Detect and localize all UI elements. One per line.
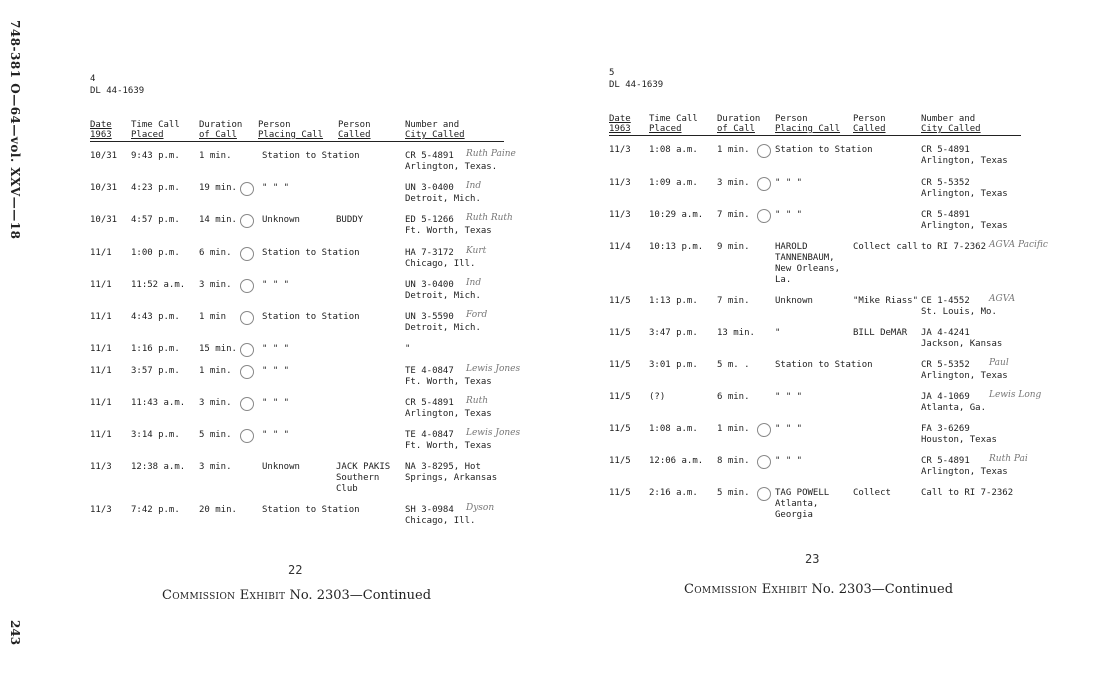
person-placing-cell: " " " bbox=[262, 183, 290, 193]
number-city-cell bbox=[921, 145, 1008, 167]
date-cell: 11/5 bbox=[609, 360, 631, 370]
phone-number: CR 5-4891 bbox=[405, 151, 454, 161]
header-number-city: Number and City Called bbox=[405, 120, 465, 140]
time-cell: 10:29 a.m. bbox=[649, 210, 704, 220]
person-placing-cell: " " " bbox=[262, 430, 290, 440]
circled-mark-icon bbox=[240, 279, 254, 293]
city: Arlington, Texas bbox=[921, 371, 1008, 381]
person-placing-cell: Unknown bbox=[262, 462, 300, 472]
duration-cell: 1 min. bbox=[717, 424, 750, 434]
number-city-cell bbox=[921, 178, 1008, 200]
time-cell: (?) bbox=[649, 392, 666, 402]
phone-number: CE 1-4552 bbox=[921, 296, 970, 306]
date-cell: 11/1 bbox=[90, 366, 112, 376]
folio-number: 23 bbox=[805, 552, 820, 566]
city: Chicago, Ill. bbox=[405, 516, 476, 526]
time-cell: 3:57 p.m. bbox=[131, 366, 180, 376]
person-placing-cell: Unknown bbox=[262, 215, 300, 225]
duration-cell: 5 m. . bbox=[717, 360, 750, 370]
document-id: DL 44-1639 bbox=[90, 86, 145, 96]
date-cell: 11/3 bbox=[609, 178, 631, 188]
circled-mark-icon bbox=[240, 214, 254, 228]
city: Arlington, Texas. bbox=[405, 162, 498, 172]
time-cell: 1:08 a.m. bbox=[649, 145, 698, 155]
handwritten-note: Lewis Jones bbox=[466, 428, 521, 438]
person-placing-cell: " " " bbox=[262, 366, 290, 376]
person-placing-cell: Station to Station bbox=[775, 360, 873, 370]
circled-mark-icon bbox=[240, 397, 254, 411]
person-placing-cell: TAG POWELL Atlanta, Georgia bbox=[775, 488, 830, 520]
person-placing-cell: Station to Station bbox=[262, 248, 360, 258]
city: Ft. Worth, Texas bbox=[405, 441, 492, 451]
volume-page-number: 243 bbox=[8, 620, 22, 646]
time-cell: 1:09 a.m. bbox=[649, 178, 698, 188]
duration-cell: 20 min. bbox=[199, 505, 237, 515]
date-cell: 11/5 bbox=[609, 392, 631, 402]
date-cell: 11/3 bbox=[609, 145, 631, 155]
phone-number: UN 3-0400 bbox=[405, 280, 454, 290]
document-id: DL 44-1639 bbox=[609, 80, 664, 90]
circled-mark-icon bbox=[240, 182, 254, 196]
page-number: 5 bbox=[609, 68, 615, 78]
phone-number: CR 5-4891 bbox=[921, 456, 970, 466]
time-cell: 1:00 p.m. bbox=[131, 248, 180, 258]
person-called-cell: BUDDY bbox=[336, 215, 364, 225]
phone-number: CR 5-4891 bbox=[921, 145, 970, 155]
date-cell: 11/1 bbox=[90, 280, 112, 290]
number-city-cell bbox=[921, 296, 997, 318]
time-cell: 4:57 p.m. bbox=[131, 215, 180, 225]
city: Chicago, Ill. bbox=[405, 259, 476, 269]
handwritten-note: Ind bbox=[466, 181, 482, 191]
header-rule bbox=[609, 135, 1021, 136]
header-person-called: Person Called bbox=[338, 120, 371, 140]
exhibit-caption: Commission Exhibit No. 2303—Continued bbox=[684, 582, 954, 597]
header-person-placing: Person Placing Call bbox=[258, 120, 324, 140]
number-city-cell bbox=[921, 424, 997, 446]
header-time: Time Call Placed bbox=[649, 114, 698, 134]
person-placing-cell: Station to Station bbox=[262, 312, 360, 322]
volume-reference: 748-381 O—64—vol. XXV——18 bbox=[8, 20, 22, 240]
number-city-cell bbox=[921, 328, 1002, 350]
duration-cell: 3 min. bbox=[199, 462, 232, 472]
duration-cell: 1 min bbox=[199, 312, 227, 322]
time-cell: 11:52 a.m. bbox=[131, 280, 186, 290]
header-number-city: Number and City Called bbox=[921, 114, 981, 134]
duration-cell: 7 min. bbox=[717, 296, 750, 306]
duration-cell: 3 min. bbox=[199, 398, 232, 408]
circled-mark-icon bbox=[240, 247, 254, 261]
circled-mark-icon bbox=[757, 144, 771, 158]
person-placing-cell: " " " bbox=[775, 456, 803, 466]
city: Detroit, Mich. bbox=[405, 291, 481, 301]
date-cell: 11/3 bbox=[90, 462, 112, 472]
person-placing-cell: " " " bbox=[262, 398, 290, 408]
phone-number: to RI 7-2362 bbox=[921, 242, 987, 252]
handwritten-note: Kurt bbox=[466, 246, 487, 256]
date-cell: 11/5 bbox=[609, 456, 631, 466]
city: Detroit, Mich. bbox=[405, 194, 481, 204]
phone-number: SH 3-0984 bbox=[405, 505, 454, 515]
number-city-cell bbox=[921, 392, 986, 414]
time-cell: 4:43 p.m. bbox=[131, 312, 180, 322]
phone-number: CR 5-5352 bbox=[921, 178, 970, 188]
time-cell: 1:13 p.m. bbox=[649, 296, 698, 306]
number-city-cell bbox=[921, 242, 986, 253]
phone-number: NA 3-8295, Hot bbox=[405, 462, 481, 472]
phone-number: UN 3-5590 bbox=[405, 312, 454, 322]
duration-cell: 15 min. bbox=[199, 344, 237, 354]
city: Arlington, Texas bbox=[921, 156, 1008, 166]
duration-cell: 1 min. bbox=[717, 145, 750, 155]
handwritten-note: Ruth Pai bbox=[989, 454, 1028, 464]
circled-mark-icon bbox=[240, 311, 254, 325]
phone-number: CR 5-4891 bbox=[405, 398, 454, 408]
number-city-cell bbox=[921, 210, 1008, 232]
phone-number: HA 7-3172 bbox=[405, 248, 454, 258]
handwritten-note: Ruth bbox=[466, 396, 488, 406]
person-placing-cell: Station to Station bbox=[775, 145, 873, 155]
phone-number: CR 5-5352 bbox=[921, 360, 970, 370]
person-placing-cell: Station to Station bbox=[262, 505, 360, 515]
time-cell: 12:38 a.m. bbox=[131, 462, 186, 472]
duration-cell: 14 min. bbox=[199, 215, 237, 225]
city: Springs, Arkansas bbox=[405, 473, 498, 483]
person-called-cell: JACK PAKIS Southern Club bbox=[336, 462, 391, 494]
date-cell: 11/1 bbox=[90, 398, 112, 408]
city: Arlington, Texas bbox=[921, 189, 1008, 199]
city: Houston, Texas bbox=[921, 435, 997, 445]
date-cell: 11/3 bbox=[90, 505, 112, 515]
date-cell: 11/5 bbox=[609, 424, 631, 434]
person-placing-cell: " " " bbox=[775, 210, 803, 220]
city: Ft. Worth, Texas bbox=[405, 226, 492, 236]
person-placing-cell: " " " bbox=[775, 392, 803, 402]
circled-mark-icon bbox=[757, 455, 771, 469]
duration-cell: 6 min. bbox=[717, 392, 750, 402]
handwritten-note: Ind bbox=[466, 278, 482, 288]
handwritten-note: AGVA bbox=[989, 294, 1016, 304]
person-called-cell: Collect call bbox=[853, 242, 919, 252]
date-cell: 10/31 bbox=[90, 183, 118, 193]
duration-cell: 7 min. bbox=[717, 210, 750, 220]
date-cell: 10/31 bbox=[90, 215, 118, 225]
time-cell: 7:42 p.m. bbox=[131, 505, 180, 515]
duration-cell: 9 min. bbox=[717, 242, 750, 252]
duration-cell: 1 min. bbox=[199, 151, 232, 161]
circled-mark-icon bbox=[240, 343, 254, 357]
date-cell: 11/1 bbox=[90, 344, 112, 354]
number-city-cell bbox=[405, 248, 475, 270]
header-date: Date 1963 bbox=[90, 120, 112, 140]
header-duration: Duration of Call bbox=[199, 120, 243, 140]
circled-mark-icon bbox=[757, 487, 771, 501]
date-cell: 11/5 bbox=[609, 328, 631, 338]
header-duration: Duration of Call bbox=[717, 114, 761, 134]
handwritten-note: AGVA Pacific bbox=[989, 240, 1048, 250]
exhibit-caption: Commission Exhibit No. 2303—Continued bbox=[162, 588, 432, 603]
phone-number: TE 4-0847 bbox=[405, 366, 454, 376]
number-city-cell bbox=[405, 344, 410, 355]
phone-number: JA 4-4241 bbox=[921, 328, 970, 338]
circled-mark-icon bbox=[757, 423, 771, 437]
phone-number: CR 5-4891 bbox=[921, 210, 970, 220]
duration-cell: 3 min. bbox=[199, 280, 232, 290]
handwritten-note: Lewis Jones bbox=[466, 364, 521, 374]
person-placing-cell: Unknown bbox=[775, 296, 813, 306]
time-cell: 11:43 a.m. bbox=[131, 398, 186, 408]
time-cell: 3:01 p.m. bbox=[649, 360, 698, 370]
time-cell: 12:06 a.m. bbox=[649, 456, 704, 466]
duration-cell: 3 min. bbox=[717, 178, 750, 188]
city: St. Louis, Mo. bbox=[921, 307, 997, 317]
duration-cell: 6 min. bbox=[199, 248, 232, 258]
person-called-cell: "Mike Riass" bbox=[853, 296, 919, 306]
circled-mark-icon bbox=[240, 429, 254, 443]
city: Arlington, Texas bbox=[921, 221, 1008, 231]
date-cell: 11/1 bbox=[90, 312, 112, 322]
date-cell: 11/5 bbox=[609, 488, 631, 498]
time-cell: 4:23 p.m. bbox=[131, 183, 180, 193]
header-rule bbox=[90, 141, 504, 142]
phone-number: ED 5-1266 bbox=[405, 215, 454, 225]
date-cell: 11/3 bbox=[609, 210, 631, 220]
time-cell: 1:08 a.m. bbox=[649, 424, 698, 434]
person-placing-cell: " " " bbox=[262, 344, 290, 354]
circled-mark-icon bbox=[757, 209, 771, 223]
duration-cell: 8 min. bbox=[717, 456, 750, 466]
person-placing-cell: HAROLD TANNENBAUM, New Orleans, La. bbox=[775, 242, 841, 285]
handwritten-note: Dyson bbox=[466, 503, 495, 513]
duration-cell: 5 min. bbox=[717, 488, 750, 498]
phone-number: " bbox=[405, 344, 411, 354]
city: Arlington, Texas bbox=[921, 467, 1008, 477]
handwritten-note: Ruth Ruth bbox=[466, 213, 513, 223]
duration-cell: 1 min. bbox=[199, 366, 232, 376]
phone-number: JA 4-1069 bbox=[921, 392, 970, 402]
person-placing-cell: Station to Station bbox=[262, 151, 360, 161]
side-margin bbox=[8, 20, 52, 680]
city: Arlington, Texas bbox=[405, 409, 492, 419]
circled-mark-icon bbox=[757, 177, 771, 191]
duration-cell: 19 min. bbox=[199, 183, 237, 193]
person-called-cell: Collect bbox=[853, 488, 891, 498]
header-date: Date 1963 bbox=[609, 114, 631, 134]
circled-mark-icon bbox=[240, 365, 254, 379]
person-placing-cell: " " " bbox=[775, 178, 803, 188]
date-cell: 11/5 bbox=[609, 296, 631, 306]
phone-number: UN 3-0400 bbox=[405, 183, 454, 193]
city: Jackson, Kansas bbox=[921, 339, 1003, 349]
page-number: 4 bbox=[90, 74, 96, 84]
date-cell: 11/1 bbox=[90, 248, 112, 258]
phone-number: Call to RI 7-2362 bbox=[921, 488, 1014, 498]
header-person-placing: Person Placing Call bbox=[775, 114, 841, 134]
time-cell: 10:13 p.m. bbox=[649, 242, 704, 252]
handwritten-note: Paul bbox=[989, 358, 1009, 368]
time-cell: 2:16 a.m. bbox=[649, 488, 698, 498]
header-person-called: Person Called bbox=[853, 114, 886, 134]
person-called-cell: BILL DeMAR bbox=[853, 328, 908, 338]
handwritten-note: Ruth Paine bbox=[466, 149, 516, 159]
number-city-cell bbox=[921, 488, 1013, 499]
person-placing-cell: " " " bbox=[262, 280, 290, 290]
person-placing-cell: " bbox=[775, 328, 781, 338]
folio-number: 22 bbox=[288, 563, 303, 577]
duration-cell: 5 min. bbox=[199, 430, 232, 440]
time-cell: 3:47 p.m. bbox=[649, 328, 698, 338]
date-cell: 11/4 bbox=[609, 242, 631, 252]
header-time: Time Call Placed bbox=[131, 120, 180, 140]
handwritten-note: Lewis Long bbox=[989, 390, 1042, 400]
date-cell: 11/1 bbox=[90, 430, 112, 440]
number-city-cell bbox=[405, 462, 497, 484]
city: Ft. Worth, Texas bbox=[405, 377, 492, 387]
time-cell: 3:14 p.m. bbox=[131, 430, 180, 440]
phone-number: FA 3-6269 bbox=[921, 424, 970, 434]
city: Detroit, Mich. bbox=[405, 323, 481, 333]
phone-number: TE 4-0847 bbox=[405, 430, 454, 440]
duration-cell: 13 min. bbox=[717, 328, 755, 338]
city: Atlanta, Ga. bbox=[921, 403, 987, 413]
number-city-cell bbox=[405, 505, 475, 527]
time-cell: 1:16 p.m. bbox=[131, 344, 180, 354]
time-cell: 9:43 p.m. bbox=[131, 151, 180, 161]
date-cell: 10/31 bbox=[90, 151, 118, 161]
person-placing-cell: " " " bbox=[775, 424, 803, 434]
handwritten-note: Ford bbox=[466, 310, 488, 320]
